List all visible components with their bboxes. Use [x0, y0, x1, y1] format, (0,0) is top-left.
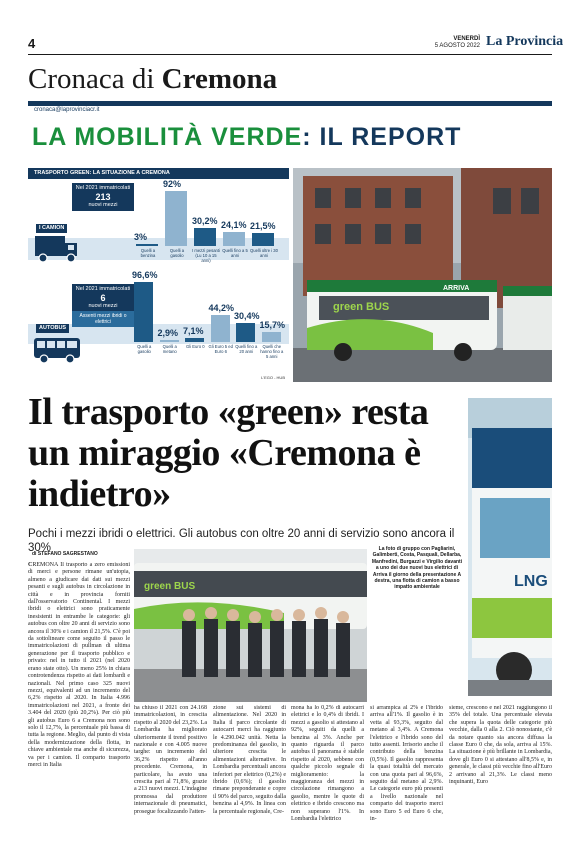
- top-rule: [28, 54, 552, 55]
- photo-trucks: [468, 398, 552, 696]
- autobus-bar-1: [160, 340, 179, 342]
- section-email[interactable]: cronaca@laprovinciacr.it: [34, 107, 100, 113]
- infographic-title: TRASPORTO GREEN: LA SITUAZIONE A CREMONA: [28, 168, 289, 179]
- section-rule: [28, 101, 552, 106]
- camion-bar-value-4: 21,5%: [250, 221, 276, 232]
- body-column-6: sieme, crescono e nel 2021 raggiungono il 35% del totale. Una percentuale elevata che supera la quota delle categorie più vecchie, dalla 0 alla 2. Ciò nonostante, c'è da notare quanto sia ancora diffusa la classe Euro 0 che, da sola, arriva al 15%. La situazione è più brillante in Lombardia, dove gli Euro 0 si attestano all'8,5% e, in generale, le classi più vecchie fino all'Euro 2 arrivano al 21,3%. Le classi meno inquinanti, Euro: [449, 705, 552, 786]
- photo-caption: La foto di gruppo con Pagliarini, Galimberti, Costa, Pasquali, Dellarba, Manfredini, Burgazzi e Virgilio davanti a uno dei due nuovi bus elettrici di Arriva il giorno della presentazione A destra, una flotta di camion a basso impatto ambientale: [371, 546, 463, 591]
- weekday: VENERDÌ: [453, 36, 480, 42]
- autobus-bar-label-1: Quelli a metano: [162, 344, 177, 354]
- camion-box-line1: Nel 2021 immatricolati: [75, 185, 131, 191]
- body-column-3: zione sui sistemi di alimentazione. Nel 2020 in Italia il parco circolante di autocarri merci ha raggiunto le 4.290.042 unità. Netta la predominanza del gasolio, in ulteriore crescita le alimentazioni alternative. In Lombardia percentuali ancora inferiori per elettrico (0,2%) e ibrido (0,6%); il gasolio rimane preponderante e copre il 90% del parco, seguito dalla benzina al 4,9%. In linea con la percentuale regionale, Cre-: [213, 705, 286, 815]
- svg-text:green BUS: green BUS: [144, 581, 196, 592]
- standfirst: Pochi i mezzi ibridi o elettrici. Gli autobus con oltre 20 anni di servizio sono ancora il 30%: [28, 528, 455, 554]
- date: 5 AGOSTO 2022: [434, 43, 480, 49]
- body-column-2: ha chiuso il 2021 con 24.168 immatricolazioni, in crescita rispetto al 2020 del 23,2%. La Lombardia ha migliorato ulteriormente il trend positivo nazionale e con 4.005 nuove targhe: un incremento del 36,2% rispetto all'anno precedente. Cremona, in particolare, ha avuto una crescita pari al 71,8%, grazie a 213 nuovi mezzi. L'indagine promossa dal produttore internazionale di pneumatici, prosegue focalizzando l'atten-: [134, 705, 207, 815]
- camion-bar-label-1: Quelli a gasolio: [169, 248, 185, 258]
- autobus-box-line2: nuovi mezzi: [88, 303, 118, 309]
- photo-electric-bus: [293, 168, 552, 382]
- autobus-bar-label-2: Gli Euro 0: [185, 344, 205, 349]
- autobus-tag: AUTOBUS: [36, 324, 69, 333]
- page-number: 4: [28, 36, 36, 51]
- autobus-bar-2: [185, 338, 204, 342]
- section-prefix: Cronaca di: [28, 63, 155, 95]
- autobus-info-box: [72, 284, 134, 312]
- camion-bar-1: [165, 191, 187, 246]
- issue-date: [432, 36, 480, 50]
- svg-text:LNG: LNG: [514, 573, 548, 590]
- body-column-1: CREMONA Il trasporto a zero emissioni di merci e persone rimane un'utopia, almeno a giudicare dai dati sui mezzi pesanti e sugli autobus in circolazione in città e in provincia forniti dall'osservatorio Continental. I mezzi ibridi o elettrici sono praticamente inesistenti in entrambe le categorie: gli autobus con oltre 20 anni di servizio sono ancora il 30% e i camion il 21,5%. C'è poi da sottolineare come seguito il passo le immatricolazioni di pullman di ultima generazione per il trasporto pubblico e privato: nel in tutto il 2021 (nel 2020 erano state otto). Un meno 25% in chiara controtendenza rispetto ai dati lombardi e nazionali. Nel primo caso 325 nuovi mezzi, equivalenti ad un incremento del 6,2% rispetto al 2020. In Italia 4.996 immatricolazioni nel 2021, a fronte dei 3.404 del 2020 (più 20,2%). Per ciò più gli autobus Euro 6 a Cremona non sono solo il 12,7%, la percentuale più bassa di tutta la regione. Meglio, dal punto di vista della modernizzazione della flotta, in chiave ambientale ma anche di sicurezza, va per i camion. Il comparto trasporto merci in Italia: [28, 562, 130, 768]
- autobus-bar-4: [236, 323, 255, 342]
- camion-bar-label-0: Quelli a benzina: [140, 248, 156, 258]
- autobus-bar-label-4: Quelli fino a 20 anni: [235, 344, 258, 354]
- section-title: [28, 62, 277, 96]
- camion-bar-value-1: 92%: [163, 178, 182, 189]
- truck-icon: [34, 234, 80, 264]
- autobus-bar-label-3: Gli Euro 5 ed Euro 6: [208, 344, 233, 354]
- camion-info-box: [72, 183, 134, 211]
- trucks-photo-illustration: [468, 398, 552, 696]
- autobus-box-number: 6: [100, 293, 106, 303]
- autobus-bar-label-5: Quelli che hanno fino a 5 anni: [260, 344, 284, 359]
- autobus-bar-value-0: 96,6%: [132, 270, 158, 281]
- autobus-note: Assenti mezzi ibridi o elettrici: [72, 311, 134, 327]
- camion-bar-3: [223, 232, 245, 246]
- autobus-bar-value-5: 15,7%: [259, 320, 286, 331]
- autobus-box-line1: Nel 2021 immatricolati: [75, 286, 131, 292]
- camion-bar-chart: [136, 168, 286, 268]
- camion-bar-value-0: 3%: [134, 232, 148, 242]
- autobus-bar-chart: [134, 266, 288, 358]
- autobus-bar-value-1: 2,9%: [157, 328, 179, 338]
- bus-brand-text: ARRIVA: [443, 285, 470, 292]
- group-photo-illustration: [134, 549, 367, 702]
- body-column-5: si arrampica al 2% e l'ibrido arriva all'1%. Il gasolio è in vetta al 93,3%, seguito dal metano al 3,4%. A Cremona l'elettrico e l'ibrido sono del tutto assenti. Irrisorio anche il contributo della benzina (0,5%). Il gasolio rappresenta la quasi totalità del mercato con una quota pari al 96,6%, seguito dal metano al 2,9%. Le categorie euro più presenti a livello nazionale nel comparto del trasporto merci sono Euro 5 ed Euro 6 che, in-: [370, 705, 443, 823]
- camion-bar-value-2: 30,2%: [192, 215, 218, 226]
- camion-bar-value-3: 24,1%: [221, 219, 247, 230]
- camion-bar-label-4: Quelli oltre i 30 anni: [250, 248, 278, 258]
- camion-bar-label-2: I mezzi pesanti (Lu 10 a 15 anni): [192, 248, 220, 263]
- autobus-bar-value-3: 44,2%: [208, 302, 235, 313]
- camion-bar-2: [194, 228, 216, 246]
- camion-box-line2: nuovi mezzi: [88, 202, 118, 208]
- camion-bar-4: [252, 233, 274, 246]
- autobus-bar-3: [211, 315, 230, 342]
- camion-bar-label-3: Quelli fino a 5 anni: [222, 248, 248, 258]
- bus-icon: [33, 336, 83, 366]
- bus-photo-illustration: [293, 168, 552, 382]
- autobus-bar-5: [262, 332, 281, 342]
- photo-group: [134, 549, 367, 702]
- camion-tag: I CAMION: [36, 224, 67, 233]
- infographic-credit: L'EGO - HUB: [261, 375, 285, 380]
- report-title-part1: LA MOBILITÀ VERDE: [32, 123, 303, 151]
- autobus-bar-value-2: 7,1%: [183, 325, 204, 336]
- report-title-part2: : IL REPORT: [302, 123, 462, 151]
- headline: Il trasporto «green» resta un miraggio «Cremona è indietro»: [28, 391, 429, 515]
- byline: di STEFANO SAGRESTANO: [32, 551, 98, 557]
- autobus-bar-label-0: Quelli a gasolio: [137, 344, 152, 354]
- autobus-bar-value-4: 30,4%: [234, 311, 260, 322]
- report-title: [32, 122, 461, 152]
- section-city: Cremona: [161, 63, 278, 95]
- camion-bar-0: [136, 244, 158, 246]
- autobus-bar-0: [134, 282, 153, 342]
- camion-box-number: 213: [95, 192, 111, 202]
- bus-side-text: green BUS: [333, 301, 390, 313]
- newspaper-logo: La Provincia: [486, 34, 564, 49]
- infographic: [28, 168, 289, 382]
- body-column-4: mona ha lo 0,2% di autocarri elettrici e lo 0,4% di ibridi. I mezzi a gasolio si attestano al 92%, seguiti da quelli a benzina al 3%. Anche per quanto riguarda il parco autobus il panorama è stabile rispetto al 2020, sebbene con qualche piccolo segnale di miglioramento: la maggioranza dei mezzi in circolazione rimangono a gasolio, mentre le quote di elettrico e ibrido crescono ma non superano l'1%. In Lombardia l'elettrico: [291, 705, 364, 823]
